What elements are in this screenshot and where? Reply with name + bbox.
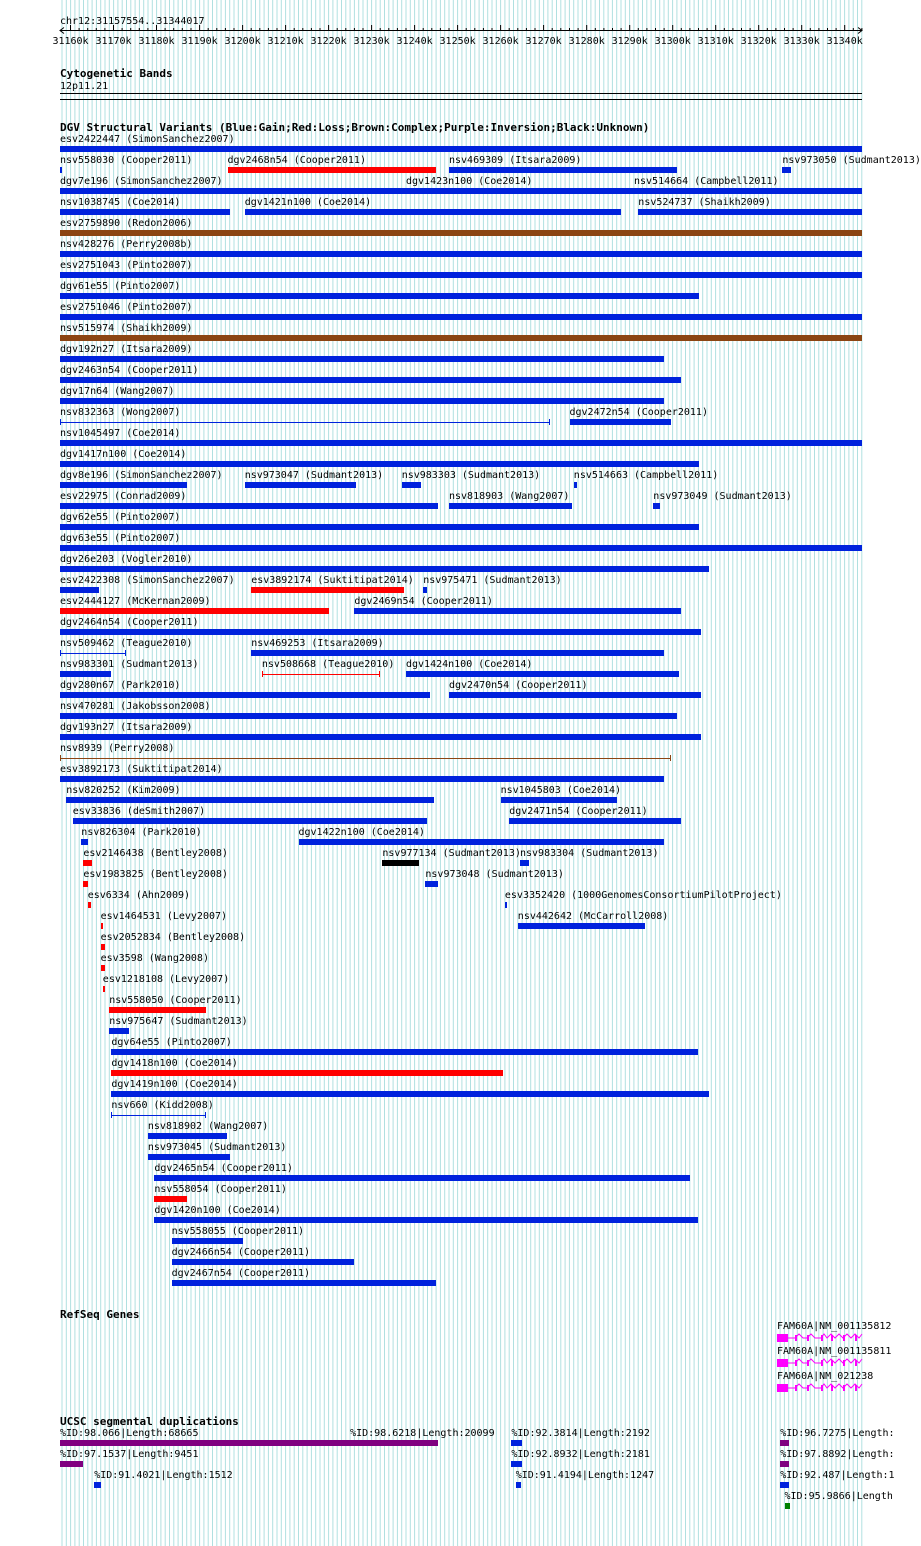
feature-label[interactable]: nsv973049 (Sudmant2013)	[653, 491, 792, 502]
feature-label[interactable]: nsv983304 (Sudmant2013)	[520, 848, 659, 859]
ruler-tick-label: 31280k	[568, 36, 605, 47]
feature-label[interactable]: dgv2465n54 (Cooper2011)	[154, 1163, 293, 1174]
feature-label[interactable]: dgv1423n100 (Coe2014)	[406, 176, 533, 187]
feature-label[interactable]: nsv514664 (Campbell2011)	[634, 176, 779, 187]
ruler-tick-label: 31170k	[95, 36, 132, 47]
feature-label[interactable]: dgv1424n100 (Coe2014)	[406, 659, 533, 670]
feature-bar[interactable]	[60, 209, 230, 215]
feature-bar[interactable]	[111, 1049, 698, 1055]
feature-bar[interactable]	[638, 209, 862, 215]
feature-bar[interactable]	[511, 1461, 522, 1467]
feature-label[interactable]: nsv558054 (Cooper2011)	[154, 1184, 287, 1195]
feature-label[interactable]: nsv818903 (Wang2007)	[449, 491, 570, 502]
feature-bar[interactable]	[574, 482, 577, 488]
feature-bar[interactable]	[88, 902, 91, 908]
feature-label[interactable]: %ID:98.066|Length:68665	[60, 1428, 199, 1439]
feature-label[interactable]: esv3598 (Wang2008)	[100, 953, 209, 964]
feature-bar[interactable]	[94, 1482, 101, 1488]
feature-label[interactable]: esv3892173 (Suktitipat2014)	[60, 764, 223, 775]
feature-bar[interactable]	[570, 419, 671, 425]
feature-bar[interactable]	[60, 398, 664, 404]
feature-label[interactable]: dgv280n67 (Park2010)	[60, 680, 181, 691]
feature-bar[interactable]	[60, 335, 862, 341]
refseq-exon	[831, 1335, 833, 1341]
feature-label[interactable]: nsv977134 (Sudmant2013)	[382, 848, 521, 859]
feature-label[interactable]: %ID:97.1537|Length:9451	[60, 1449, 199, 1460]
feature-bar[interactable]	[60, 734, 701, 740]
feature-bar[interactable]	[634, 188, 649, 194]
feature-bar[interactable]	[518, 923, 645, 929]
feature-label[interactable]: nsv832363 (Wong2007)	[60, 407, 181, 418]
ruler-tick-label: 31310k	[697, 36, 734, 47]
feature-label[interactable]: %ID:98.6218|Length:20099	[350, 1428, 495, 1439]
refseq-exon	[831, 1360, 833, 1366]
feature-bar[interactable]	[60, 314, 862, 320]
cytoband-label: 12p11.21	[60, 81, 109, 92]
feature-bar[interactable]	[382, 860, 419, 866]
feature-bar[interactable]	[60, 1440, 350, 1446]
refseq-gene-glyph[interactable]	[777, 1382, 867, 1394]
refseq-exon	[821, 1335, 823, 1341]
feature-bar[interactable]	[60, 671, 111, 677]
ruler-tick-label: 31320k	[740, 36, 777, 47]
feature-bar[interactable]	[402, 482, 421, 488]
feature-label[interactable]: esv2751043 (Pinto2007)	[60, 260, 193, 271]
feature-bar[interactable]	[251, 587, 404, 593]
feature-label[interactable]: dgv2467n54 (Cooper2011)	[171, 1268, 311, 1279]
refseq-exon	[821, 1385, 823, 1391]
feature-bar[interactable]	[154, 1196, 186, 1202]
feature-label[interactable]: esv2444127 (McKernan2009)	[60, 596, 211, 607]
feature-bar[interactable]	[425, 881, 438, 887]
feature-bar[interactable]	[111, 1115, 206, 1116]
ruler-tick-label: 31190k	[181, 36, 218, 47]
refseq-exon	[807, 1385, 809, 1391]
feature-label[interactable]: esv1983825 (Bentley2008)	[83, 869, 228, 880]
feature-bar[interactable]	[60, 482, 187, 488]
feature-bar[interactable]	[172, 1238, 243, 1244]
refseq-gene-glyph[interactable]	[777, 1332, 867, 1344]
refseq-introns	[788, 1359, 862, 1363]
feature-bar[interactable]	[60, 587, 99, 593]
refseq-gene-label[interactable]: FAM60A|NM_001135811	[777, 1346, 892, 1357]
feature-label[interactable]: dgv2466n54 (Cooper2011)	[171, 1247, 311, 1258]
feature-bar[interactable]	[111, 1091, 709, 1097]
feature-label[interactable]: dgv2468n54 (Cooper2011)	[227, 155, 366, 166]
ruler-tick-label: 31270k	[525, 36, 562, 47]
feature-label[interactable]: nsv514663 (Campbell2011)	[573, 470, 719, 481]
feature-bar[interactable]	[228, 167, 437, 173]
feature-bar[interactable]	[60, 461, 699, 467]
feature-bar[interactable]	[148, 1154, 230, 1160]
feature-label[interactable]: nsv818902 (Wang2007)	[147, 1121, 269, 1132]
feature-bar[interactable]	[60, 422, 550, 423]
feature-bar[interactable]	[299, 839, 665, 845]
feature-label[interactable]: dgv2472n54 (Cooper2011)	[569, 407, 708, 418]
feature-bar[interactable]	[60, 524, 699, 530]
ruler-tick-label: 31240k	[396, 36, 433, 47]
ruler-tick-label: 31340k	[826, 36, 863, 47]
feature-bar[interactable]	[354, 608, 681, 614]
feature-label[interactable]: nsv558050 (Cooper2011)	[109, 995, 242, 1006]
feature-label[interactable]: dgv193n27 (Itsara2009)	[60, 722, 193, 733]
ruler-scale	[0, 0, 890, 50]
feature-label[interactable]: dgv8e196 (SimonSanchez2007)	[60, 470, 223, 481]
feature-label[interactable]: dgv2469n54 (Cooper2011)	[354, 596, 493, 607]
feature-bar[interactable]	[449, 692, 701, 698]
refseq-exon	[855, 1385, 857, 1391]
refseq-exon	[777, 1359, 788, 1367]
cytoband-line-top	[60, 93, 862, 94]
feature-bar[interactable]	[103, 986, 105, 992]
feature-bar[interactable]	[653, 503, 660, 509]
ruler-tick-label: 31260k	[482, 36, 519, 47]
feature-label[interactable]: esv2751046 (Pinto2007)	[60, 302, 193, 313]
feature-bar[interactable]	[111, 1070, 502, 1076]
refseq-exon	[821, 1360, 823, 1366]
ruler-tick-label: 31290k	[611, 36, 648, 47]
feature-bar[interactable]	[172, 1259, 355, 1265]
refseq-gene-label[interactable]: FAM60A|NM_001135812	[777, 1321, 892, 1332]
refseq-exon	[777, 1384, 788, 1392]
feature-bar[interactable]	[60, 293, 699, 299]
feature-bar[interactable]	[60, 629, 701, 635]
feature-bar[interactable]	[60, 356, 664, 362]
feature-bar[interactable]	[60, 167, 62, 173]
refseq-gene-label[interactable]: FAM60A|NM_021238	[777, 1371, 874, 1382]
feature-bar[interactable]	[101, 965, 105, 971]
feature-label[interactable]: nsv515974 (Shaikh2009)	[60, 323, 193, 334]
feature-label[interactable]: dgv192n27 (Itsara2009)	[60, 344, 193, 355]
feature-bar[interactable]	[83, 881, 87, 887]
feature-bar[interactable]	[66, 797, 434, 803]
feature-bar[interactable]	[60, 545, 862, 551]
feature-bar[interactable]	[60, 692, 430, 698]
feature-label[interactable]: nsv973048 (Sudmant2013)	[425, 869, 564, 880]
feature-label[interactable]: esv3352420 (1000GenomesConsortiumPilotProject)	[504, 890, 782, 901]
feature-bar[interactable]	[520, 860, 529, 866]
feature-bar[interactable]	[60, 1461, 83, 1467]
feature-label[interactable]: nsv8939 (Perry2008)	[60, 743, 175, 754]
feature-label[interactable]: dgv1419n100 (Coe2014)	[111, 1079, 238, 1090]
feature-label[interactable]: dgv7e196 (SimonSanchez2007)	[60, 176, 223, 187]
feature-label[interactable]: nsv983301 (Sudmant2013)	[60, 659, 199, 670]
feature-bar[interactable]	[449, 167, 677, 173]
feature-bar[interactable]	[262, 674, 380, 675]
feature-label[interactable]: dgv1417n100 (Coe2014)	[60, 449, 187, 460]
feature-bar[interactable]	[780, 1440, 789, 1446]
refseq-track-title[interactable]: RefSeq Genes	[60, 1308, 140, 1321]
feature-bar[interactable]	[60, 146, 862, 152]
feature-label[interactable]: %ID:91.4021|Length:1512	[94, 1470, 233, 1481]
feature-bar[interactable]	[780, 1482, 789, 1488]
feature-bar[interactable]	[81, 839, 88, 845]
feature-label[interactable]: %ID:92.487|Length:1	[780, 1470, 895, 1481]
feature-label[interactable]: %ID:92.3814|Length:2192	[511, 1428, 650, 1439]
ruler	[0, 0, 890, 50]
feature-label[interactable]: esv22975 (Conrad2009)	[60, 491, 187, 502]
feature-label[interactable]: esv2422308 (SimonSanchez2007)	[60, 575, 235, 586]
feature-label[interactable]: dgv1420n100 (Coe2014)	[154, 1205, 281, 1216]
feature-bar[interactable]	[60, 653, 126, 654]
feature-bar[interactable]	[101, 944, 105, 950]
feature-label[interactable]: esv1218108 (Levy2007)	[102, 974, 230, 985]
dgv-track-title[interactable]: DGV Structural Variants (Blue:Gain;Red:Loss;Brown:Complex;Purple:Inversion;Black:Unknown)	[60, 121, 650, 134]
feature-label[interactable]: nsv1045803 (Coe2014)	[500, 785, 622, 796]
feature-bar[interactable]	[60, 230, 862, 236]
feature-label[interactable]: nsv820252 (Kim2009)	[66, 785, 181, 796]
refseq-exon	[843, 1360, 845, 1366]
feature-bar[interactable]	[154, 1175, 690, 1181]
refseq-gene-glyph[interactable]	[777, 1357, 867, 1369]
feature-bar[interactable]	[73, 818, 428, 824]
feature-label[interactable]: esv1464531 (Levy2007)	[100, 911, 228, 922]
feature-label[interactable]: nsv524737 (Shaikh2009)	[638, 197, 771, 208]
feature-bar[interactable]	[109, 1007, 206, 1013]
feature-label[interactable]: dgv1422n100 (Coe2014)	[298, 827, 425, 838]
cytoband-track-title[interactable]: Cytogenetic Bands	[60, 67, 173, 80]
feature-label[interactable]: %ID:92.8932|Length:2181	[511, 1449, 650, 1460]
feature-label[interactable]: nsv428276 (Perry2008b)	[60, 239, 193, 250]
feature-label[interactable]: dgv62e55 (Pinto2007)	[60, 512, 181, 523]
feature-label[interactable]: %ID:96.7275|Length:	[780, 1428, 895, 1439]
feature-label[interactable]: dgv2471n54 (Cooper2011)	[509, 806, 648, 817]
refseq-exon	[843, 1385, 845, 1391]
feature-label[interactable]: %ID:97.8892|Length:	[780, 1449, 895, 1460]
feature-label[interactable]: nsv973045 (Sudmant2013)	[147, 1142, 287, 1153]
ruler-tick-label: 31330k	[783, 36, 820, 47]
feature-bar[interactable]	[109, 1028, 128, 1034]
feature-label[interactable]: esv2759890 (Redon2006)	[60, 218, 193, 229]
cytoband-line-bottom	[60, 99, 862, 100]
refseq-exon	[807, 1360, 809, 1366]
feature-label[interactable]: nsv826304 (Park2010)	[81, 827, 202, 838]
ruler-tick-label: 31200k	[224, 36, 261, 47]
feature-bar[interactable]	[60, 251, 862, 257]
feature-label[interactable]: nsv509462 (Teague2010)	[60, 638, 193, 649]
feature-bar[interactable]	[60, 713, 677, 719]
feature-label[interactable]: nsv442642 (McCarroll2008)	[517, 911, 669, 922]
feature-bar[interactable]	[60, 758, 671, 759]
refseq-exon	[855, 1360, 857, 1366]
feature-label[interactable]: esv33836 (deSmith2007)	[72, 806, 206, 817]
feature-label[interactable]: dgv2463n54 (Cooper2011)	[60, 365, 199, 376]
ruler-tick-label: 31250k	[439, 36, 476, 47]
refseq-exon	[807, 1335, 809, 1341]
feature-bar[interactable]	[245, 209, 621, 215]
refseq-introns	[788, 1384, 862, 1388]
feature-bar[interactable]	[406, 671, 679, 677]
feature-label[interactable]: %ID:95.9866|Length	[784, 1491, 893, 1502]
refseq-exon	[831, 1385, 833, 1391]
feature-bar[interactable]	[782, 167, 791, 173]
ruler-tick-label: 31180k	[138, 36, 175, 47]
feature-label[interactable]: dgv61e55 (Pinto2007)	[60, 281, 181, 292]
feature-bar[interactable]	[172, 1280, 437, 1286]
feature-bar[interactable]	[245, 482, 357, 488]
refseq-exon	[795, 1335, 797, 1341]
feature-bar[interactable]	[154, 1217, 698, 1223]
feature-label[interactable]: nsv1038745 (Coe2014)	[60, 197, 181, 208]
feature-bar[interactable]	[60, 377, 681, 383]
feature-bar[interactable]	[60, 440, 862, 446]
feature-bar[interactable]	[148, 1133, 228, 1139]
feature-label[interactable]: esv2146438 (Bentley2008)	[83, 848, 228, 859]
feature-bar[interactable]	[60, 776, 664, 782]
feature-label[interactable]: dgv2470n54 (Cooper2011)	[449, 680, 588, 691]
feature-label[interactable]: nsv1045497 (Coe2014)	[60, 428, 181, 439]
feature-label[interactable]: esv2422447 (SimonSanchez2007)	[60, 134, 235, 145]
feature-label[interactable]: nsv558030 (Cooper2011)	[60, 155, 193, 166]
feature-label[interactable]: dgv64e55 (Pinto2007)	[111, 1037, 232, 1048]
feature-label[interactable]: esv6334 (Ahn2009)	[87, 890, 191, 901]
segdup-track-title[interactable]: UCSC segmental duplications	[60, 1415, 239, 1428]
feature-label[interactable]: nsv469309 (Itsara2009)	[449, 155, 582, 166]
refseq-introns	[788, 1334, 862, 1338]
feature-bar[interactable]	[516, 1482, 522, 1488]
feature-label[interactable]: nsv660 (Kidd2008)	[111, 1100, 214, 1111]
feature-label[interactable]: dgv1421n100 (Coe2014)	[244, 197, 372, 208]
feature-bar[interactable]	[60, 272, 862, 278]
feature-label[interactable]: dgv26e203 (Vogler2010)	[60, 554, 193, 565]
feature-label[interactable]: esv2052834 (Bentley2008)	[100, 932, 246, 943]
feature-label[interactable]: dgv1418n100 (Coe2014)	[111, 1058, 238, 1069]
refseq-exon	[777, 1334, 788, 1342]
feature-label[interactable]: nsv508668 (Teague2010)	[261, 659, 395, 670]
refseq-exon	[843, 1335, 845, 1341]
refseq-exon	[795, 1360, 797, 1366]
feature-label[interactable]: nsv469253 (Itsara2009)	[251, 638, 384, 649]
feature-label[interactable]: esv3892174 (Suktitipat2014)	[251, 575, 414, 586]
feature-bar[interactable]	[423, 587, 427, 593]
feature-bar[interactable]	[350, 1440, 438, 1446]
refseq-exon	[795, 1385, 797, 1391]
ruler-tick-label: 31160k	[52, 36, 89, 47]
feature-bar[interactable]	[505, 902, 507, 908]
ruler-tick-label: 31230k	[353, 36, 390, 47]
feature-label[interactable]: dgv2464n54 (Cooper2011)	[60, 617, 199, 628]
feature-label[interactable]: dgv17n64 (Wang2007)	[60, 386, 175, 397]
feature-bar[interactable]	[406, 188, 621, 194]
feature-bar[interactable]	[780, 1461, 789, 1467]
ruler-tick-label: 31300k	[654, 36, 691, 47]
feature-bar[interactable]	[251, 650, 664, 656]
feature-label[interactable]: nsv973050 (Sudmant2013)	[782, 155, 921, 166]
feature-bar[interactable]	[83, 860, 92, 866]
feature-label[interactable]: nsv983303 (Sudmant2013)	[401, 470, 541, 481]
feature-bar[interactable]	[60, 503, 438, 509]
feature-bar[interactable]	[60, 608, 329, 614]
ruler-tick-label: 31220k	[310, 36, 347, 47]
feature-label[interactable]: %ID:91.4194|Length:1247	[515, 1470, 655, 1481]
feature-bar[interactable]	[449, 503, 572, 509]
feature-label[interactable]: nsv973047 (Sudmant2013)	[244, 470, 384, 481]
feature-label[interactable]: nsv470281 (Jakobsson2008)	[60, 701, 211, 712]
feature-bar[interactable]	[101, 923, 103, 929]
refseq-exon	[855, 1335, 857, 1341]
feature-label[interactable]: nsv975647 (Sudmant2013)	[109, 1016, 248, 1027]
feature-bar[interactable]	[509, 818, 681, 824]
feature-bar[interactable]	[785, 1503, 791, 1509]
ruler-tick-label: 31210k	[267, 36, 304, 47]
feature-label[interactable]: nsv558055 (Cooper2011)	[171, 1226, 305, 1237]
feature-bar[interactable]	[60, 566, 709, 572]
feature-bar[interactable]	[501, 797, 617, 803]
feature-label[interactable]: nsv975471 (Sudmant2013)	[423, 575, 562, 586]
feature-label[interactable]: dgv63e55 (Pinto2007)	[60, 533, 181, 544]
feature-bar[interactable]	[511, 1440, 522, 1446]
location-label: chr12:31157554..31344017	[60, 16, 205, 27]
